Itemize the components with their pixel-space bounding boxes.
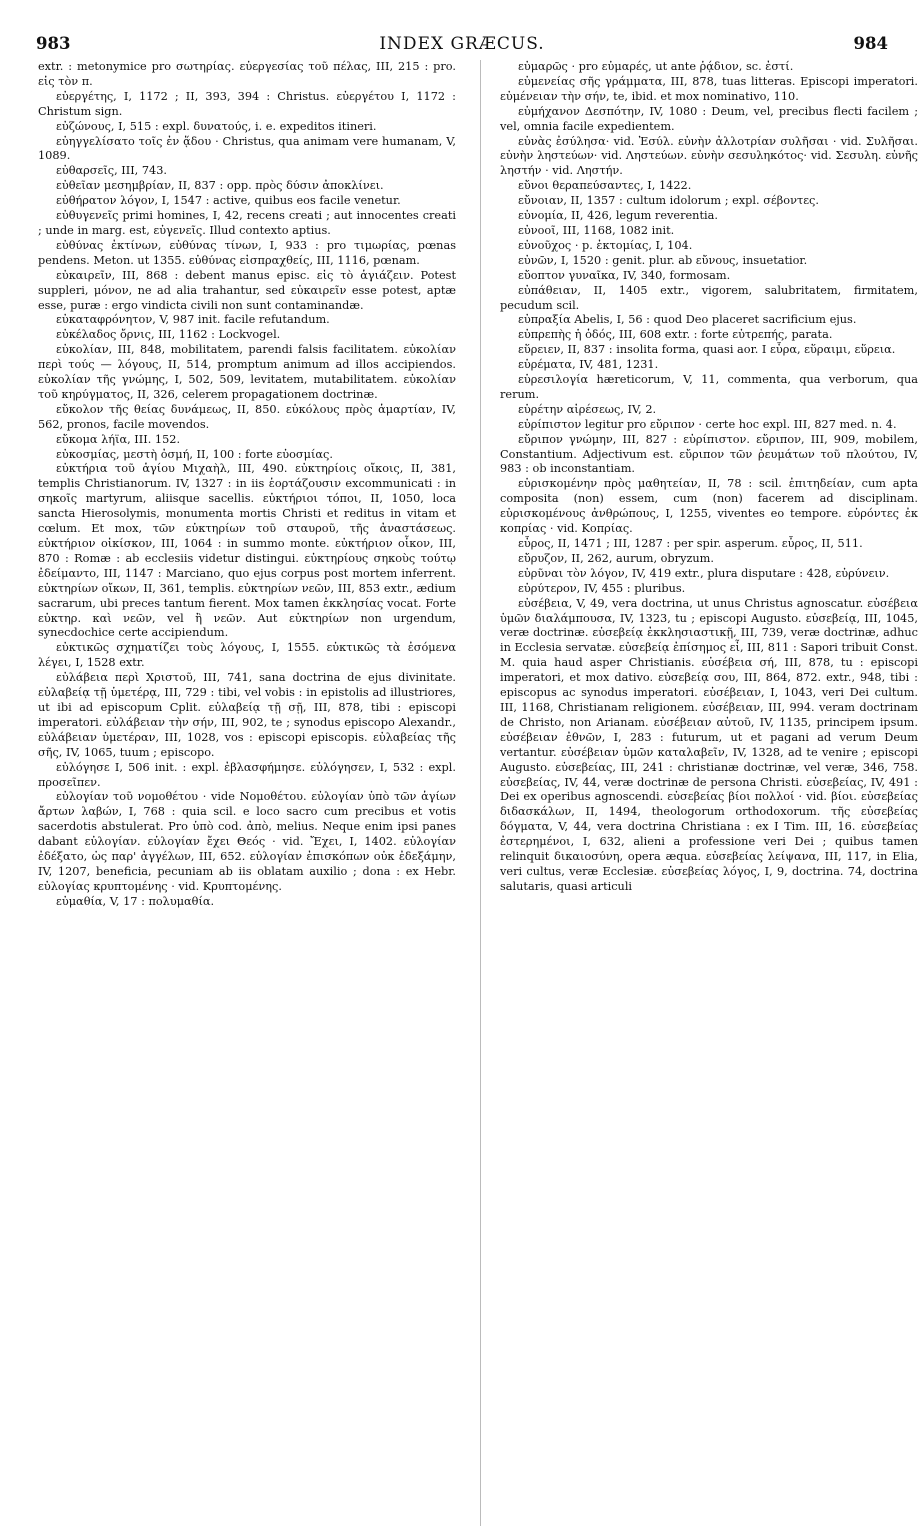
index-entry: εὐρῦναι τὸν λόγον, IV, 419 extr., plura disputare : 428, εὐρύνειν. [518,566,890,580]
index-entry: εὕρειεν, II, 837 : insolita forma, quasi aor. I εὗρα, εὕραιμι, εὕρεια. [518,343,896,357]
page-header [36,34,888,56]
index-entry: εὐνοῦχος · p. ἐκτομίας, I, 104. [518,238,693,252]
page-number-right: 984 [853,34,888,53]
index-entry: εὐμενείας σῆς γράμματα, III, 878, tuas litteras. Episcopi imperatori. εὐμένειαν τὴν σήν, te, ibid. et mox nominativo, 110. [500,74,918,103]
index-entry: εὔνοιαν, II, 1357 : cultum idolorum ; expl. σέβοντες. [518,194,819,208]
page-title: INDEX GRÆCUS. [379,34,545,54]
index-entry: εὐθύνας ἐκτίνων, εὐθύνας τίνων, I, 933 : pro τιμωρίας, pœnas pendens. Meton. ut 1355. εὐθύνας εἰσπραχθείς, III, 1116, pœnam. [38,238,456,267]
index-entry: εὐθαρσεῖς, III, 743. [56,164,168,178]
index-entry: εὔρυζον, II, 262, aurum, obryzum. [518,551,714,565]
index-entry: εὐκαταφρόνητον, V, 987 init. facile refutandum. [56,313,330,327]
index-entry: εὐπάθειαν, II, 1405 extr., vigorem, salubritatem, firmitatem, pecudum scil. [500,283,918,312]
index-entry: εὐλόγησε I, 506 init. : expl. ἐβλασφήμησε. εὐλόγησεν, I, 532 : expl. προσεῖπεν. [38,760,456,789]
index-entry: εὐμαρῶς · pro εὐμαρές, ut ante ῥᾴδιον, sc. ἐστί. [518,60,794,73]
index-entry: εὐνοοῖ, III, 1168, 1082 init. [518,223,675,237]
index-entry: εὐσέβεια, V, 49, vera doctrina, ut unus Christus agnoscatur. εὐσέβεια ὑμῶν διαλάμπουσα, IV, 1323, tu ; episcopi Augusto. εὐσεβείᾳ, III, 1045, veræ doctrinæ. εὐσεβείᾳ ἐκκλησιαστικῇ, III, 739, veræ doctrinæ, adhuc in Ecclesia servatæ. εὐσεβείᾳ ἐπίσημος εἶ, III, 811 : Sapori tribuit Const. M. quia haud asper Christianis. εὐσέβεια σή, III, 878, tu : episcopi imperatori, et mox dativo. εὐσεβείᾳ σου, III, 864, 872. extr., 948, tibi : episcopus ac synodus imperatori. εὐσέβειαν, I, 1043, veri Dei cultum. III, 1168, Christianam religionem. εὐσέβειαν, III, 994. veram doctrinam de Christo, non Arianam. εὐσέβειαν αὐτοῦ, IV, 1135, principem ipsum. εὐσέβειαν ἐθνῶν, I, 283 : futurum, ut et pagani ad verum Deum vertantur. εὐσέβειαν ὑμῶν καταλαβεῖν, IV, 1328, ad te venire ; episcopi Augusto. εὐσεβείας, III, 241 : christianæ doctrinæ, vel veræ, 346, 758. εὐσεβείας, IV, 44, veræ doctrinæ de persona Christi. εὐσεβείας, IV, 491 : Dei ex operibus agnoscendi. εὐσεβείας βίοι πολλοί · vid. βίοι. εὐσεβείας διδασκάλων, II, 1494, theologorum orthodoxorum. τῆς εὐσεβείας δόγματα, V, 44, vera doctrina Christiana : ex I Tim. III, 16. εὐσεβείας ἐστερημένοι, I, 632, alieni a professione veri Dei ; quibus tamen relinquit δικαιοσύνη, opera æqua. εὐσεβείας λείψανα, III, 117, in Elia, veri cultus, veræ Ecclesiæ. εὐσεβείας λόγος, I, 9, doctrina. 74, doctrina salutaris, quasi articuli [500,596,918,893]
index-entry: εὐρίπιστον legitur pro εὔριπον · certe hoc expl. III, 827 med. n. 4. [518,417,897,431]
index-entry: εὐνομία, II, 426, legum reverentia. [518,209,718,223]
page-number-left: 983 [36,34,71,53]
index-entry: extr. : metonymice pro σωτηρίας. εὐεργεσίας τοῦ πέλας, III, 215 : pro. εἰς τὸν π. [38,60,456,88]
column-divider [480,60,481,1526]
index-entry: εὔκολον τῆς θείας δυνάμεως, II, 850. εὐκόλους πρὸς ἁμαρτίαν, IV, 562, pronos, facile movendos. [38,402,456,431]
index-entry: εὔκομα λήϊα, III. 152. [56,432,181,446]
index-entry: εὐκέλαδος ὄρνις, III, 1162 : Lockvogel. [56,328,281,342]
index-entry: εὐλογίαν τοῦ νομοθέτου · vide Νομοθέτου. εὐλογίαν ὑπὸ τῶν ἁγίων ἄρτων λαβών, I, 768 : quia scil. e loco sacro cum precibus et votis sacerdotis abstulerat. Pro ὑπὸ cod. ἀπὸ, melius. Neque enim ipsi panes dabant εὐλογίαν. εὐλογίαν ἔχει Θεός · vid. Ἔχει, I, 1402. εὐλογίαν ἐδέξατο, ὡς παρ' ἀγγέλων, III, 652. εὐλογίαν ἐπισκόπων οὐκ ἐδεξάμην, IV, 1207, beneficia, pecuniam ab iis oblatam auxilio ; dona : ex Hebr. εὐλογίας κρυπτομένης · vid. Κρυπτομένης. [38,790,456,893]
index-entry: εὑρεσιλογία hæreticorum, V, 11, commenta, qua verborum, qua rerum. [500,373,918,401]
index-entry: εὔνοι θεραπεύσαντες, I, 1422. [518,179,692,193]
index-entry: εὐζώνους, I, 515 : expl. δυνατούς, i. e. expeditos itineri. [56,119,377,133]
index-entry: εὐνῶν, I, 1520 : genit. plur. ab εὔνους, insuetatior. [518,253,808,267]
index-entry: εὔοπτον γυναῖκα, IV, 340, formosam. [518,268,731,282]
index-entry: εὐθυγενεῖς primi homines, I, 42, recens creati ; aut innocentes creati ; unde in marg. est, εὐγενεῖς. Illud contexto aptius. [38,209,456,237]
index-entry: εὐκτήρια τοῦ ἁγίου Μιχαὴλ, III, 490. εὐκτηρίοις οἴκοις, II, 381, templis Christianorum. IV, 1327 : in iis ἑορτάζουσιν excommunicati : in σηκοῖς martyrum, aliisque sacellis. εὐκτήριοι τόποι, II, 1050, loca sancta Hierosolymis, monumenta mortis Christi et reditus in vitam et cœlum. Et mox, τῶν εὐκτηρίων τοῦ σταυροῦ, τῆς ἀναστάσεως. εὐκτήριον οἰκίσκον, III, 1064 : in summo monte. εὐκτήριον οἶκον, III, 870 : Romæ : ab ecclesiis videtur distingui. εὐκτηρίους σηκοὺς τούτῳ ἐδείμαντο, III, 1147 : Marciano, quo ejus corpus post mortem inferrent. εὐκτηρίων οἴκων, II, 361, templis. εὐκτηρίων νεῶν, III, 853 extr., ædium sacrarum, ubi preces tantum fierent. Mox tamen ἐκκλησίας vocat. Forte εὐκτηρ. καὶ νεῶν, vel ἢ νεῶν. Aut εὐκτηρίων non urgendum, synecdochice certe accipiendum. [38,462,456,640]
index-entry: εὐκοσμίας, μεστὴ ὀσμή, II, 100 : forte εὐοσμίας. [56,447,333,461]
index-entry: εὐμαθία, V, 17 : πολυμαθία. [56,894,215,908]
index-entry: εὐκαιρεῖν, III, 868 : debent manus episc. εἰς τὸ ἁγιάζειν. Potest suppleri, μόνον, ne ad alia trahantur, sed εὐκαιρεῖν esse potest, aptæ esse, puræ : ergo vindicta civili non sunt contaminandæ. [38,268,456,312]
index-entry: εὔριπον γνώμην, III, 827 : εὐρίπιστον. εὔριπον, III, 909, mobilem, Constantium. Adjectivum est. εὔριπον τῶν ῥευμάτων τοῦ πλούτου, IV, 983 : ob inconstantiam. [500,432,918,476]
index-entry: εὐπρεπὴς ἡ ὁδός, III, 608 extr. : forte εὐτρεπής, parata. [518,328,833,342]
index-entry: εὐμήχανον Δεσπότην, IV, 1080 : Deum, vel, precibus flecti facilem ; vel, omnia facile expedientem. [500,104,918,133]
index-entry: εὐηγγελίσατο τοῖς ἐν ᾅδου · Christus, qua animam vere humanam, V, 1089. [38,134,456,163]
right-column [500,60,918,895]
index-entry: εὐκτικῶς σχηματίζει τοὺς λόγους, I, 1555. εὐκτικῶς τὰ ἐσόμενα λέγει, I, 1528 extr. [38,641,456,670]
index-entry: εὐθήρατον λόγον, I, 1547 : active, quibus eos facile venetur. [56,194,401,208]
index-entry: εὖρος, II, 1471 ; III, 1287 : per spir. asperum. εὖρος, II, 511. [518,537,863,550]
index-entry: εὐθεῖαν μεσημβρίαν, II, 837 : opp. πρὸς δύσιν ἀποκλίνει. [56,179,384,193]
index-entry: εὑρέτην αἱρέσεως, IV, 2. [518,402,657,416]
index-entry: εὐκολίαν, III, 848, mobilitatem, parendi falsis facilitatem. εὐκολίαν περὶ τούς — λόγους, II, 514, promptum animum ad illos accipiendos. εὐκολίαν τῆς γνώμης, I, 502, 509, levitatem, mutabilitatem. εὐκολίαν τοῦ κηρύγματος, II, 326, celerem propagationem doctrinæ. [38,343,456,401]
index-entry: εὐνὰς ἐσύλησα· vid. Ἐσύλ. εὐνὴν ἀλλοτρίαν συλῆσαι · vid. Συλῆσαι. εὐνὴν ληστεύων· vid. Ληστεύων. εὐνὴν σεσυληκότος· vid. Σεσυλη. εὐνῆς ληστήν · vid. Ληστήν. [500,134,918,178]
index-entry: εὑρισκομένην πρὸς μαθητείαν, II, 78 : scil. ἐπιτηδείαν, cum apta composita (non) essem, cum (non) facerem ad disciplinam. εὑρισκομένους ἀνθρώπους, I, 1255, viventes eo tempore. εὑρόντες ἐκ κοπρίας · vid. Κοπρίας. [500,477,918,536]
index-entry: εὐρύτερον, IV, 455 : pluribus. [518,581,686,595]
index-entry: εὐεργέτης, I, 1172 ; II, 393, 394 : Christus. εὐεργέτου I, 1172 : Christum sign. [38,89,456,118]
index-entry: εὐπραξία Abelis, I, 56 : quod Deo placeret sacrificium ejus. [518,313,857,327]
left-column [38,60,456,910]
index-entry: εὑρέματα, IV, 481, 1231. [518,358,659,372]
index-entry: εὐλάβεια περὶ Χριστοῦ, III, 741, sana doctrina de ejus divinitate. εὐλαβείᾳ τῇ ὑμετέρᾳ, III, 729 : tibi, vel vobis : in epistolis ad illustriores, ut ibi ad episcopum Cplit. εὐλαβείᾳ τῇ σῇ, III, 878, tibi : episcopi imperatori. εὐλάβειαν τὴν σήν, III, 902, te ; synodus episcopo Alexandr., εὐλάβειαν ὑμετέραν, III, 1028, vos : episcopi episcopis. εὐλαβείας τῆς σῆς, IV, 1065, tuum ; episcopo. [38,671,456,759]
